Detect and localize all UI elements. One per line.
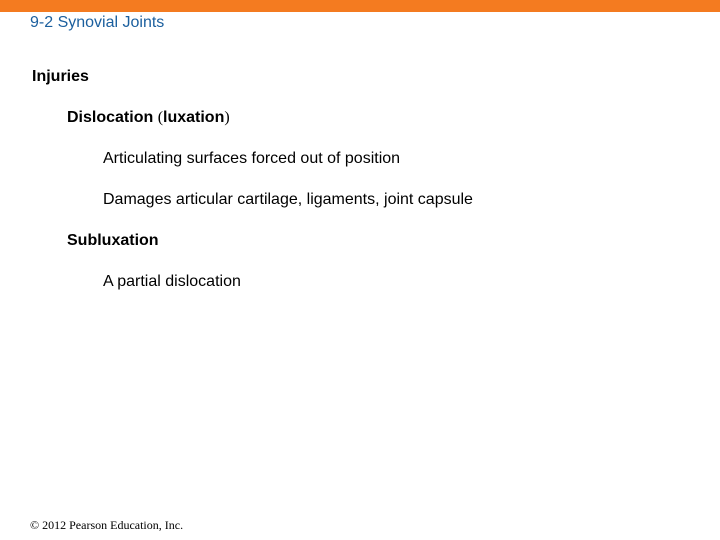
- luxation-term: luxation: [163, 109, 225, 126]
- paren-close: ): [224, 109, 230, 126]
- subluxation-point: A partial dislocation: [103, 273, 241, 290]
- heading-injuries: Injuries: [32, 68, 89, 85]
- dislocation-point: Damages articular cartilage, ligaments, joint capsule: [103, 191, 473, 208]
- paren-open: (: [157, 109, 164, 126]
- top-accent-bar: [0, 0, 720, 12]
- dislocation-label: Dislocation: [67, 109, 154, 126]
- dislocation-item: [67, 108, 230, 128]
- copyright-footer: © 2012 Pearson Education, Inc.: [30, 518, 184, 532]
- slide-title: 9-2 Synovial Joints: [30, 14, 165, 31]
- subluxation-label: Subluxation: [67, 232, 159, 249]
- dislocation-point: Articulating surfaces forced out of position: [103, 150, 401, 167]
